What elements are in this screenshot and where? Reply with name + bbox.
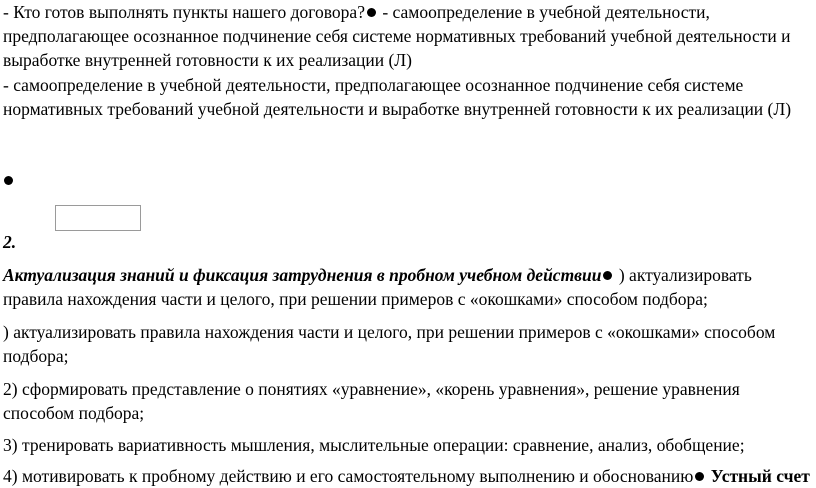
list-item-1: ) актуализировать правила нахождения части и целого, при решении примеров с «окошками» способом подбора; xyxy=(3,322,776,366)
section-heading: Актуализация знаний и фиксация затруднения в пробном учебном действии xyxy=(3,265,602,285)
paragraph-contract-question-start: - Кто готов выполнять пункты нашего договора? xyxy=(3,2,365,22)
paragraph-contract-question xyxy=(3,0,811,72)
oral-counting-heading: Устный счет xyxy=(706,466,810,486)
bullet-icon xyxy=(4,176,13,185)
bullet-icon xyxy=(603,271,612,280)
paragraph-actualization xyxy=(3,263,811,311)
paragraph-contract-question-rest: - самоопределение в учебной деятельности, предполагающее осознанное подчинение себя системе нормативных требований учебной деятельности и выработке внутренней готовности к их реализации (Л) xyxy=(3,2,791,70)
bullet-icon xyxy=(695,472,704,481)
empty-box-frame xyxy=(55,205,141,231)
list-item-3: 3) тренировать вариативность мышления, мыслительные операции: сравнение, анализ, обобщение; xyxy=(3,435,745,455)
list-item-4 xyxy=(3,464,811,488)
paragraph-actualization-rest: ) актуализировать правила нахождения части и целого, при решении примеров с «окошками» способом подбора; xyxy=(3,265,752,309)
list-item-4-text: 4) мотивировать к пробному действию и его самостоятельному выполнению и обоснованию xyxy=(3,466,694,486)
bullet-icon xyxy=(367,8,376,17)
paragraph-self-determination: - самоопределение в учебной деятельности, предполагающее осознанное подчинение себя системе нормативных требований учебной деятельности и выработке внутренней готовности к их реализации (Л) xyxy=(3,75,792,119)
list-item-2: 2) сформировать представление о понятиях «уравнение», «корень уравнения», решение уравнения способом подбора; xyxy=(3,379,740,423)
section-number: 2. xyxy=(3,232,17,252)
